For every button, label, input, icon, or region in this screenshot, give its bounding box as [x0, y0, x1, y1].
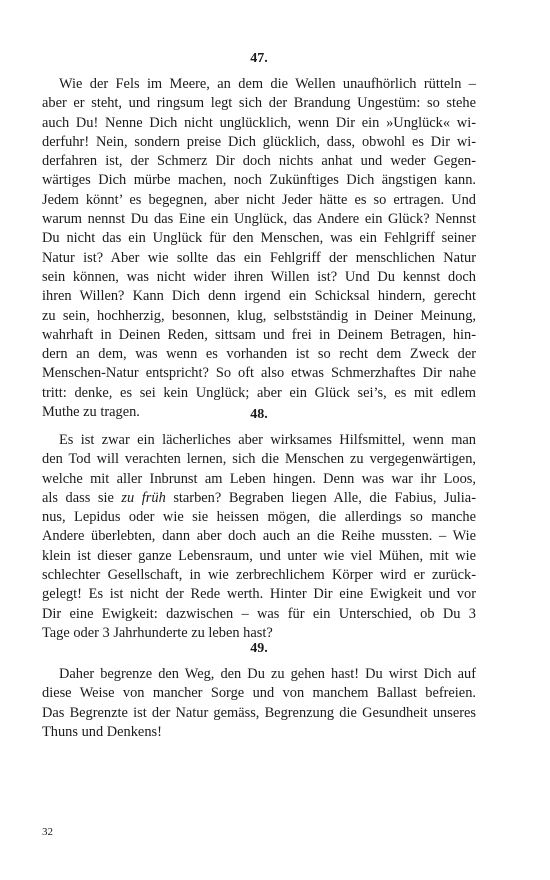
- text-line: Es ist zwar ein lächerliches aber wirksames Hilfsmittel, wenn man: [59, 432, 476, 448]
- text-line: sein können, was nicht wider ihren Willen ist? Und Du kennst doch: [42, 268, 476, 285]
- text-line: auch Du! Nenne Dich nicht unglücklich, wenn Dir ein »Unglück« wi-: [42, 114, 476, 131]
- text-line: wahrhaft in Deinen Reden, sittsam und frei in Deinem Betragen, hin-: [42, 326, 476, 343]
- text-line: diese Weise von mancher Sorge und von manchem Ballast befreien.: [42, 685, 476, 702]
- text-line: Andere überlebten, dann aber doch auch an die Reihe mussten. – Wie: [42, 528, 476, 545]
- text-line: zu sein, hochherzig, besonnen, klug, selbstständig in Deiner Meinung,: [42, 307, 476, 324]
- section-48-text: [42, 431, 476, 643]
- text-line: schlechter Gesellschaft, in wie zerbrechlichem Körper wird er zurück-: [42, 567, 476, 584]
- text-line: Dir eine Ewigkeit: dazwischen – was für ein Unterschied, ob Du 3: [42, 605, 476, 622]
- text-line: warum nennst Du das Eine ein Unglück, das Andere ein Glück? Nennst: [42, 211, 476, 228]
- text-line: aber er steht, und ringsum legt sich der Brandung Ungestüm: so stehe: [42, 95, 476, 112]
- section-number-47: 47.: [250, 51, 268, 66]
- text-line: derfuhr! Nein, sondern preise Dich glücklich, dass, obwohl es Dir wi-: [42, 133, 476, 150]
- text-line: Natur ist? Aber wie sollte das ein Fehlgriff der menschlichen Natur: [42, 249, 476, 266]
- emphasized-text: zu früh: [121, 489, 166, 506]
- page-number: 32: [42, 826, 53, 838]
- text-line: Tage oder 3 Jahrhunderte zu leben hast?: [42, 624, 273, 641]
- text-line: wärtiges Dich mürbe machen, noch Zukünftiges Dich ängstigen kann.: [42, 172, 476, 189]
- text-line: Du nicht das ein Unglück für den Menschen, was ein Fehlgriff seiner: [42, 230, 476, 247]
- text-line: derfahren ist, der Schmerz Dir doch nichts anhat und weder Gegen-: [42, 153, 476, 170]
- text-run: starben? Begraben liegen Alle, die Fabius, Julia-: [165, 489, 476, 506]
- text-line: Menschen-Natur entspricht? So oft also etwas Schmerzhaftes Dir nahe: [42, 365, 476, 382]
- text-line: Muthe zu tragen.: [42, 404, 140, 421]
- text-line: welche mit aller Inbrunst am Leben hingen. Denn was war ihr Loos,: [42, 470, 476, 487]
- text-run: als dass sie: [42, 489, 122, 506]
- text-line: [42, 489, 476, 508]
- text-line: klein ist dieser ganze Lebensraum, und unter wie viel Mühen, mit wie: [42, 547, 476, 564]
- section-number-49: 49.: [250, 641, 268, 656]
- section-47-text: [42, 75, 476, 422]
- text-line: tritt: denke, es sei kein Unglück; aber ein Glück sei’s, es mit edlem: [42, 384, 476, 401]
- text-line: Thuns und Denkens!: [42, 723, 162, 740]
- text-line: Das Begrenzte ist der Natur gemäss, Begrenzung die Gesundheit unseres: [42, 704, 476, 721]
- text-line: Wie der Fels im Meere, an dem die Wellen unaufhörlich rütteln –: [59, 76, 476, 92]
- text-line: ihren Willen? Kann Dich denn irgend ein Schicksal hindern, gerecht: [42, 288, 476, 305]
- text-line: gelegt! Es ist nicht der Rede werth. Hinter Dir eine Ewigkeit und vor: [42, 586, 476, 603]
- text-line: Jedem könnt’ es begegnen, aber nicht Jeder hätte es so ertragen. Und: [42, 191, 476, 208]
- text-line: nus, Lepidus oder wie sie heissen mögen, die allerdings so manche: [42, 509, 476, 526]
- text-line: Daher begrenze den Weg, den Du zu gehen hast! Du wirst Dich auf: [59, 666, 476, 682]
- section-number-48: 48.: [250, 407, 268, 422]
- section-49-text: [42, 665, 476, 742]
- text-line: dern an dem, was wenn es vorhanden ist so recht dem Zweck der: [42, 346, 476, 363]
- text-line: den Tod will verachten lernen, sich die Menschen zu vergegenwärtigen,: [42, 451, 476, 468]
